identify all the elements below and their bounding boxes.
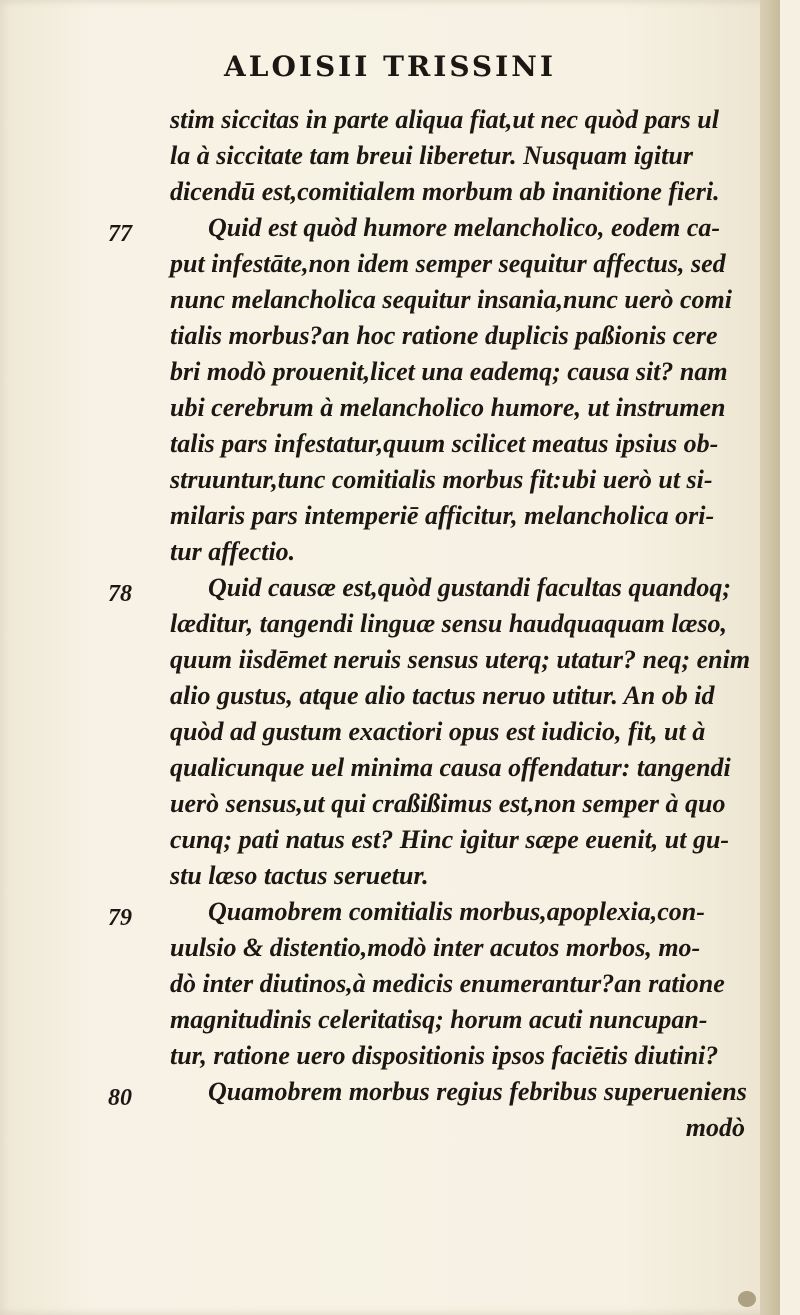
text-line: uerò sensus,ut qui craßißimus est,non semper à quo [170, 789, 726, 818]
text-line: alio gustus, atque alio tactus neruo utitur. An ob id [170, 681, 715, 710]
text-line: tialis morbus?an hoc ratione duplicis paßionis cere [170, 321, 718, 350]
text-line: uulsio & distentio,modò inter acutos morbos, mo- [170, 933, 701, 962]
text-line: la à siccitate tam breui liberetur. Nusquam igitur [170, 141, 693, 170]
margin-number-79: 79 [108, 905, 132, 931]
paragraph-start-line: Quid est quòd humore melancholico, eodem ca- [208, 213, 721, 242]
paragraph-start-line: Quid causæ est,quòd gustandi facultas quandoq; [208, 573, 731, 602]
text-line: cunq; pati natus est? Hinc igitur sæpe euenit, ut gu- [170, 825, 730, 854]
text-line: nunc melancholica sequitur insania,nunc uerò comi [170, 285, 733, 314]
running-head: ALOISII TRISSINI [224, 50, 556, 83]
text-line: magnitudinis celeritatisq; horum acuti nuncupan- [170, 1005, 708, 1034]
margin-number-80: 80 [108, 1085, 132, 1111]
page-edge [760, 0, 780, 1315]
text-line: qualicunque uel minima causa offendatur: tangendi [170, 753, 731, 782]
text-line: struuntur,tunc comitialis morbus fit:ubi uerò ut si- [170, 465, 713, 494]
text-line: dicendū est,comitialem morbum ab inanitione fieri. [170, 177, 720, 206]
text-line: ubi cerebrum à melancholico humore, ut instrumen [170, 393, 726, 422]
text-line: talis pars infestatur,quum scilicet meatus ipsius ob- [170, 429, 719, 458]
paper-stain [738, 1291, 756, 1307]
margin-number-78: 78 [108, 581, 132, 607]
text-line: tur affectio. [170, 537, 296, 566]
text-line: quòd ad gustum exactiori opus est iudicio, fit, ut à [170, 717, 706, 746]
text-line: put infestāte,non idem semper sequitur affectus, sed [170, 249, 726, 278]
text-line: milaris pars intemperiē afficitur, melancholica ori- [170, 501, 715, 530]
text-line: stim siccitas in parte aliqua fiat,ut nec quòd pars ul [170, 105, 719, 134]
text-line: læditur, tangendi linguæ sensu haudquaquam læso, [170, 609, 728, 638]
text-line: tur, ratione uero dispositionis ipsos faciētis diutini? [170, 1041, 719, 1070]
text-line: dò inter diutinos,à medicis enumerantur?an ratione [170, 969, 725, 998]
margin-number-77: 77 [108, 221, 132, 247]
text-line: bri modò prouenit,licet una eademq; causa sit? nam [170, 357, 728, 386]
body-text [170, 102, 751, 1146]
catchword: modò [685, 1113, 745, 1142]
text-line: stu læso tactus seruetur. [170, 861, 429, 890]
paragraph-start-line: Quamobrem morbus regius febribus superueniens [208, 1077, 747, 1106]
text-line: quum iisdēmet neruis sensus uterq; utatur? neq; enim [170, 645, 751, 674]
paragraph-start-line: Quamobrem comitialis morbus,apoplexia,con- [208, 897, 705, 926]
